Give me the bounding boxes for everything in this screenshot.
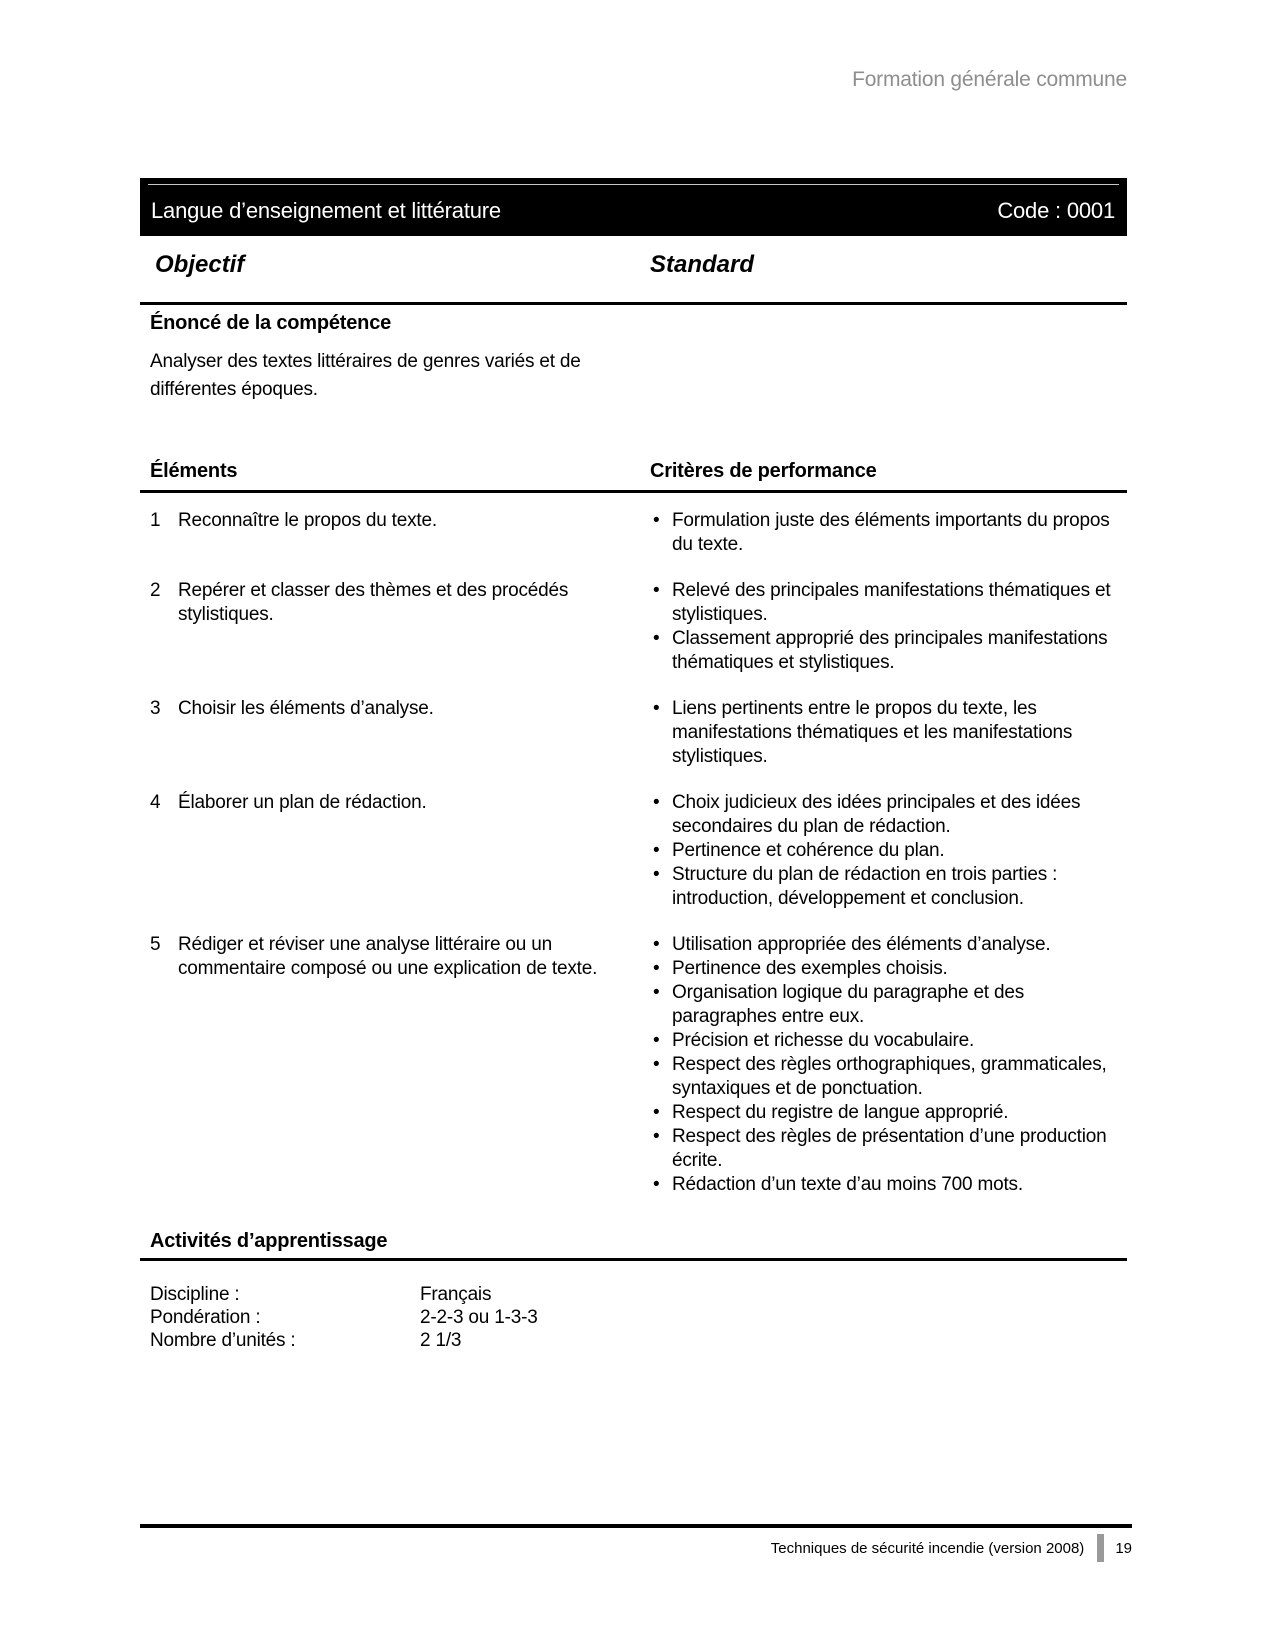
table-row [140, 579, 1127, 675]
activity-field-label: Pondération : [150, 1307, 261, 1328]
element-cell [140, 933, 650, 1197]
element-cell [140, 791, 650, 911]
criterion-item: • Respect du registre de langue approprié. [650, 1101, 1127, 1125]
criterion-item: • Respect des règles orthographiques, grammaticales, syntaxiques et de ponctuation. [650, 1053, 1127, 1101]
criteria-cell [650, 579, 1127, 675]
criteria-cell [650, 697, 1127, 769]
criteria-heading: Critères de performance [650, 460, 877, 482]
title-bar-inner-line [148, 184, 1119, 185]
activity-field-label: Discipline : [150, 1284, 240, 1305]
criteria-cell [650, 791, 1127, 911]
table-row [140, 697, 1127, 769]
headings-rule [140, 302, 1127, 305]
course-code: Code : 0001 [997, 198, 1115, 223]
objectif-heading: Objectif [155, 251, 245, 278]
criterion-item: • Rédaction d’un texte d’au moins 700 mots. [650, 1173, 1127, 1197]
running-header: Formation générale commune [852, 68, 1127, 91]
elements-table-header [140, 458, 1127, 486]
criterion-item: • Structure du plan de rédaction en trois parties : introduction, développement et conclusion. [650, 863, 1127, 911]
footer [771, 1534, 1132, 1562]
standard-heading: Standard [650, 251, 755, 278]
criterion-item: • Utilisation appropriée des éléments d’analyse. [650, 933, 1127, 957]
table-row [140, 791, 1127, 911]
element-text: Élaborer un plan de rédaction. [178, 792, 427, 813]
footer-text: Techniques de sécurité incendie (version 2008) [770, 1539, 1085, 1557]
element-text: Rédiger et réviser une analyse littéraire ou un commentaire composé ou une explication de texte. [178, 934, 598, 979]
element-number: 3 [150, 698, 161, 719]
element-text: Choisir les éléments d’analyse. [178, 698, 434, 719]
criteria-list [650, 791, 1127, 911]
course-title: Langue d’enseignement et littérature [151, 198, 501, 223]
footer-rule [140, 1524, 1132, 1528]
page-number: 19 [1115, 1539, 1132, 1557]
element-number: 1 [150, 510, 161, 531]
criterion-item: • Respect des règles de présentation d’une production écrite. [650, 1125, 1127, 1173]
criterion-item: • Formulation juste des éléments importants du propos du texte. [650, 509, 1127, 557]
criterion-item: • Relevé des principales manifestations thématiques et stylistiques. [650, 579, 1127, 627]
elements-rows [140, 509, 1127, 1197]
activity-field-label: Nombre d’unités : [150, 1330, 296, 1351]
element-cell [140, 509, 650, 557]
activity-field [140, 1306, 1127, 1329]
criterion-item: • Choix judicieux des idées principales et des idées secondaires du plan de rédaction. [650, 791, 1127, 839]
elements-heading: Éléments [150, 460, 238, 482]
element-number: 2 [150, 580, 161, 601]
column-headings [140, 250, 1127, 305]
activity-field [140, 1283, 1127, 1306]
activities-fields [140, 1283, 1127, 1352]
criteria-cell [650, 933, 1127, 1197]
activities-rule [140, 1258, 1127, 1261]
activity-field-value: Français [420, 1284, 492, 1305]
table-row [140, 933, 1127, 1197]
element-text: Repérer et classer des thèmes et des procédés stylistiques. [178, 580, 569, 625]
criteria-list [650, 933, 1127, 1197]
footer-separator [1097, 1534, 1104, 1562]
element-number: 4 [150, 792, 161, 813]
element-text: Reconnaître le propos du texte. [178, 510, 437, 531]
activity-field-value: 2-2-3 ou 1-3-3 [420, 1307, 538, 1328]
activities-heading: Activités d’apprentissage [150, 1230, 388, 1252]
criterion-item: • Liens pertinents entre le propos du texte, les manifestations thématiques et les manifestations stylistiques. [650, 697, 1127, 769]
criterion-item: • Classement approprié des principales manifestations thématiques et stylistiques. [650, 627, 1127, 675]
element-cell [140, 579, 650, 675]
criterion-item: • Pertinence des exemples choisis. [650, 957, 1127, 981]
activity-field [140, 1329, 1127, 1352]
course-title-bar [140, 178, 1127, 236]
criterion-item: • Pertinence et cohérence du plan. [650, 839, 1127, 863]
element-number: 5 [150, 934, 161, 955]
elements-rule [140, 490, 1127, 493]
competency-heading: Énoncé de la compétence [150, 312, 392, 334]
competency-text: Analyser des textes littéraires de genres variés et de différentes époques. [150, 351, 581, 400]
criterion-item: • Précision et richesse du vocabulaire. [650, 1029, 1127, 1053]
criteria-list [650, 509, 1127, 557]
criteria-list [650, 697, 1127, 769]
elements-table [140, 458, 1127, 1219]
element-cell [140, 697, 650, 769]
criterion-item: • Organisation logique du paragraphe et des paragraphes entre eux. [650, 981, 1127, 1029]
activity-field-value: 2 1/3 [420, 1330, 462, 1351]
activities-section [140, 1228, 1127, 1352]
criteria-list [650, 579, 1127, 675]
table-row [140, 509, 1127, 557]
criteria-cell [650, 509, 1127, 557]
